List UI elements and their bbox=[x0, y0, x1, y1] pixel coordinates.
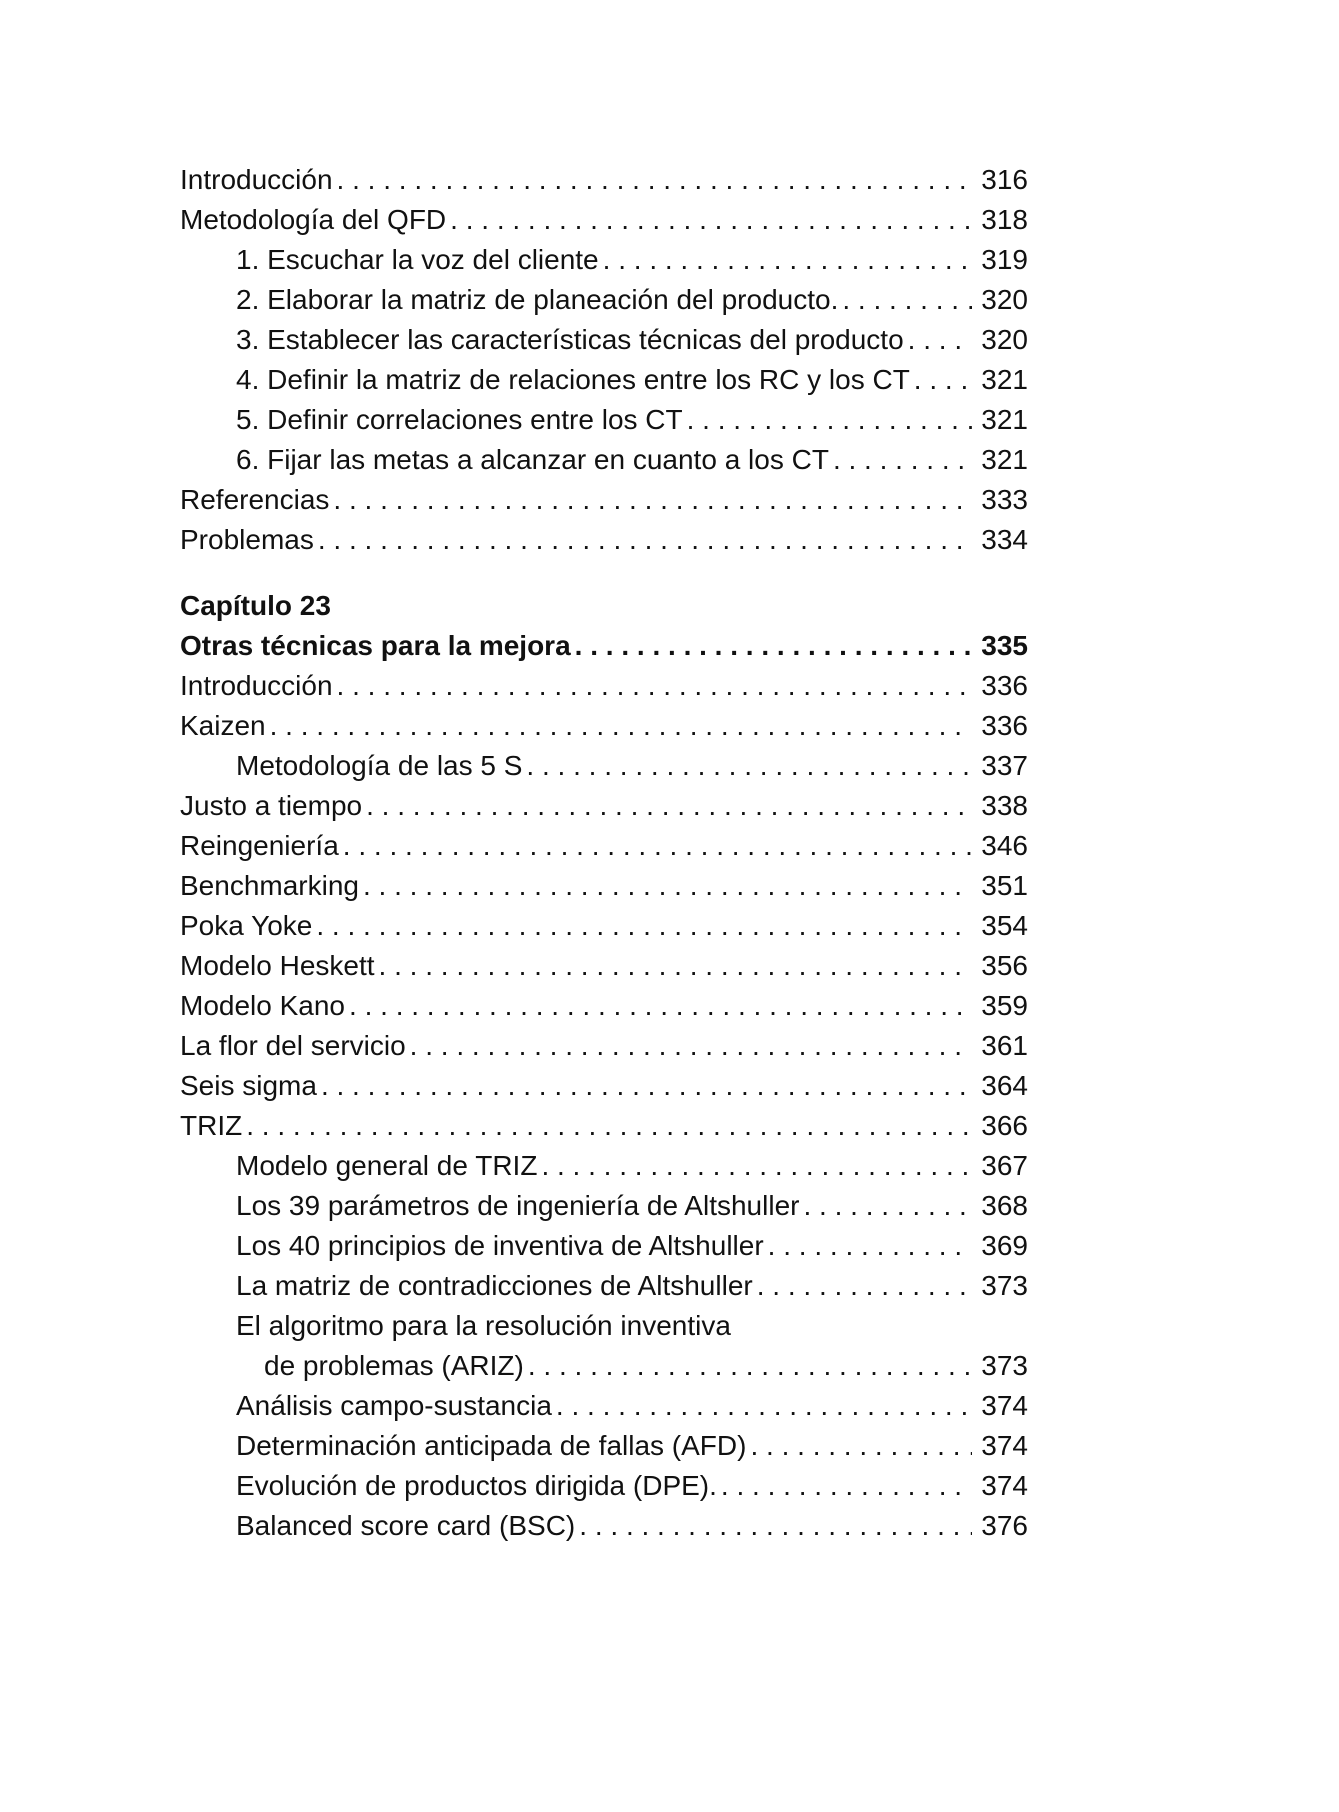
dot-leader bbox=[363, 866, 972, 906]
toc-entry[interactable] bbox=[180, 1066, 1028, 1106]
toc-entry-page: 373 bbox=[981, 1350, 1028, 1381]
table-of-contents bbox=[180, 160, 1028, 1546]
toc-entry-page: 374 bbox=[981, 1470, 1028, 1501]
toc-entry[interactable] bbox=[180, 480, 1028, 520]
toc-entry-page: 337 bbox=[981, 750, 1028, 781]
toc-entry-page: 336 bbox=[981, 670, 1028, 701]
toc-entry-page: 374 bbox=[981, 1390, 1028, 1421]
toc-entry-page: 336 bbox=[981, 710, 1028, 741]
toc-entry-title: Referencias bbox=[180, 484, 330, 515]
dot-leader bbox=[541, 1146, 972, 1186]
toc-entry[interactable] bbox=[180, 1226, 1028, 1266]
dot-leader bbox=[833, 440, 972, 480]
toc-entry-title: Los 39 parámetros de ingeniería de Altshuller bbox=[236, 1190, 800, 1221]
dot-leader bbox=[337, 666, 972, 706]
toc-entry-page: 366 bbox=[981, 1110, 1028, 1141]
toc-entry-title: Problemas bbox=[180, 524, 314, 555]
toc-entry-title: Introducción bbox=[180, 164, 333, 195]
toc-entry-title: Introducción bbox=[180, 670, 333, 701]
toc-entry-title: Evolución de productos dirigida (DPE). bbox=[236, 1470, 717, 1501]
chapter-title-row[interactable] bbox=[180, 626, 1028, 666]
dot-leader bbox=[316, 906, 972, 946]
dot-leader bbox=[750, 1426, 972, 1466]
dot-leader bbox=[318, 520, 972, 560]
toc-entry[interactable] bbox=[180, 520, 1028, 560]
dot-leader bbox=[321, 1066, 972, 1106]
toc-entry[interactable] bbox=[180, 746, 1028, 786]
toc-entry[interactable] bbox=[180, 1146, 1028, 1186]
toc-entry[interactable] bbox=[180, 280, 1028, 320]
toc-entry-page: 354 bbox=[981, 910, 1028, 941]
dot-leader bbox=[333, 480, 972, 520]
toc-entry-page: 334 bbox=[981, 524, 1028, 555]
toc-entry-title: Seis sigma bbox=[180, 1070, 317, 1101]
toc-entry[interactable] bbox=[180, 1506, 1028, 1546]
ariz-line-1-row bbox=[180, 1306, 1028, 1346]
toc-entry[interactable] bbox=[180, 706, 1028, 746]
toc-entry[interactable] bbox=[180, 1106, 1028, 1146]
toc-entry-page: 373 bbox=[981, 1270, 1028, 1301]
toc-entry-title: Reingeniería bbox=[180, 830, 339, 861]
dot-leader bbox=[450, 200, 972, 240]
dot-leader bbox=[842, 280, 972, 320]
toc-entry-title: Los 40 principios de inventiva de Altshuller bbox=[236, 1230, 764, 1261]
toc-entry-title: Kaizen bbox=[180, 710, 266, 741]
toc-entry[interactable] bbox=[180, 1266, 1028, 1306]
toc-entry[interactable] bbox=[180, 1426, 1028, 1466]
toc-entry-page: 321 bbox=[981, 444, 1028, 475]
dot-leader bbox=[768, 1226, 972, 1266]
toc-entry-page: 333 bbox=[981, 484, 1028, 515]
toc-entry[interactable] bbox=[180, 946, 1028, 986]
toc-entry-title: TRIZ bbox=[180, 1110, 243, 1141]
ariz-line-2-row bbox=[180, 1346, 1028, 1386]
dot-leader bbox=[379, 946, 972, 986]
toc-entry[interactable] bbox=[180, 906, 1028, 946]
dot-leader bbox=[556, 1386, 972, 1426]
toc-entry[interactable] bbox=[180, 400, 1028, 440]
toc-entry-title: 4. Definir la matriz de relaciones entre los RC y los CT bbox=[236, 364, 910, 395]
dot-leader bbox=[579, 1506, 972, 1546]
toc-entry-page: 321 bbox=[981, 364, 1028, 395]
toc-entry-title: Benchmarking bbox=[180, 870, 359, 901]
dot-leader bbox=[603, 240, 972, 280]
toc-entry[interactable] bbox=[180, 866, 1028, 906]
toc-entry-page: 368 bbox=[981, 1190, 1028, 1221]
dot-leader bbox=[349, 986, 972, 1026]
toc-entry[interactable] bbox=[180, 986, 1028, 1026]
chapter-label: Capítulo 23 bbox=[180, 590, 331, 621]
toc-entry[interactable] bbox=[180, 666, 1028, 706]
dot-leader bbox=[246, 1106, 972, 1146]
toc-entry-page: 320 bbox=[981, 284, 1028, 315]
toc-entry-page: 321 bbox=[981, 404, 1028, 435]
toc-entry-page: 367 bbox=[981, 1150, 1028, 1181]
dot-leader bbox=[366, 786, 972, 826]
toc-entry-page: 338 bbox=[981, 790, 1028, 821]
toc-entry[interactable] bbox=[180, 1026, 1028, 1066]
toc-entry-page: 359 bbox=[981, 990, 1028, 1021]
toc-entry-title: Metodología del QFD bbox=[180, 204, 447, 235]
toc-entry-title: Poka Yoke bbox=[180, 910, 313, 941]
dot-leader bbox=[803, 1186, 972, 1226]
toc-entry-page: 369 bbox=[981, 1230, 1028, 1261]
toc-section-chapter-23 bbox=[180, 666, 1028, 1306]
dot-leader bbox=[526, 746, 972, 786]
dot-leader bbox=[757, 1266, 972, 1306]
toc-section-qfd bbox=[180, 160, 1028, 560]
toc-entry-title: La flor del servicio bbox=[180, 1030, 406, 1061]
dot-leader bbox=[687, 400, 972, 440]
dot-leader bbox=[575, 626, 972, 666]
toc-entry[interactable] bbox=[180, 826, 1028, 866]
toc-entry[interactable] bbox=[180, 1466, 1028, 1506]
toc-entry-title: Modelo Heskett bbox=[180, 950, 375, 981]
dot-leader bbox=[343, 826, 972, 866]
toc-entry-page: 316 bbox=[981, 164, 1028, 195]
toc-entry-title: La matriz de contradicciones de Altshuller bbox=[236, 1270, 753, 1301]
toc-entry[interactable] bbox=[180, 360, 1028, 400]
toc-entry-ariz[interactable] bbox=[180, 1306, 1028, 1386]
toc-entry-title: 2. Elaborar la matriz de planeación del producto. bbox=[236, 284, 839, 315]
toc-entry-title: 3. Establecer las características técnicas del producto bbox=[236, 324, 904, 355]
dot-leader bbox=[337, 160, 972, 200]
dot-leader bbox=[410, 1026, 972, 1066]
toc-entry[interactable] bbox=[180, 200, 1028, 240]
toc-entry-title: Análisis campo-sustancia bbox=[236, 1390, 552, 1421]
toc-entry-page: 320 bbox=[981, 324, 1028, 355]
toc-entry-page: 364 bbox=[981, 1070, 1028, 1101]
dot-leader bbox=[721, 1466, 972, 1506]
toc-entry[interactable] bbox=[180, 1186, 1028, 1226]
toc-entry-title: Metodología de las 5 S bbox=[236, 750, 523, 781]
chapter-title: Otras técnicas para la mejora bbox=[180, 630, 571, 661]
toc-entry[interactable] bbox=[180, 320, 1028, 360]
toc-entry-page: 318 bbox=[981, 204, 1028, 235]
toc-entry-page: 376 bbox=[981, 1510, 1028, 1541]
toc-entry-title: Modelo Kano bbox=[180, 990, 346, 1021]
dot-leader bbox=[908, 320, 972, 360]
toc-entry[interactable] bbox=[180, 160, 1028, 200]
dot-leader bbox=[528, 1346, 972, 1386]
toc-entry-title: Justo a tiempo bbox=[180, 790, 363, 821]
toc-entry-page: 374 bbox=[981, 1430, 1028, 1461]
toc-entry[interactable] bbox=[180, 786, 1028, 826]
toc-entry-title: Modelo general de TRIZ bbox=[236, 1150, 538, 1181]
toc-entry-page: 319 bbox=[981, 244, 1028, 275]
toc-entry[interactable] bbox=[180, 240, 1028, 280]
toc-entry-page: 346 bbox=[981, 830, 1028, 861]
chapter-page-number: 335 bbox=[981, 630, 1028, 661]
toc-entry-page: 361 bbox=[981, 1030, 1028, 1061]
toc-entry-title: Balanced score card (BSC) bbox=[236, 1510, 576, 1541]
toc-entry-title: de problemas (ARIZ) bbox=[264, 1350, 524, 1381]
toc-section-chapter-23-tail bbox=[180, 1386, 1028, 1546]
toc-entry-title: El algoritmo para la resolución inventiva bbox=[236, 1310, 731, 1341]
toc-entry-page: 351 bbox=[981, 870, 1028, 901]
toc-entry-title: 6. Fijar las metas a alcanzar en cuanto a los CT bbox=[236, 444, 829, 475]
toc-entry[interactable] bbox=[180, 1386, 1028, 1426]
toc-entry-title: 5. Definir correlaciones entre los CT bbox=[236, 404, 683, 435]
dot-leader bbox=[914, 360, 972, 400]
dot-leader bbox=[270, 706, 972, 746]
toc-entry-page: 356 bbox=[981, 950, 1028, 981]
toc-entry-title: Determinación anticipada de fallas (AFD) bbox=[236, 1430, 747, 1461]
toc-entry[interactable] bbox=[180, 440, 1028, 480]
toc-entry-title: 1. Escuchar la voz del cliente bbox=[236, 244, 599, 275]
